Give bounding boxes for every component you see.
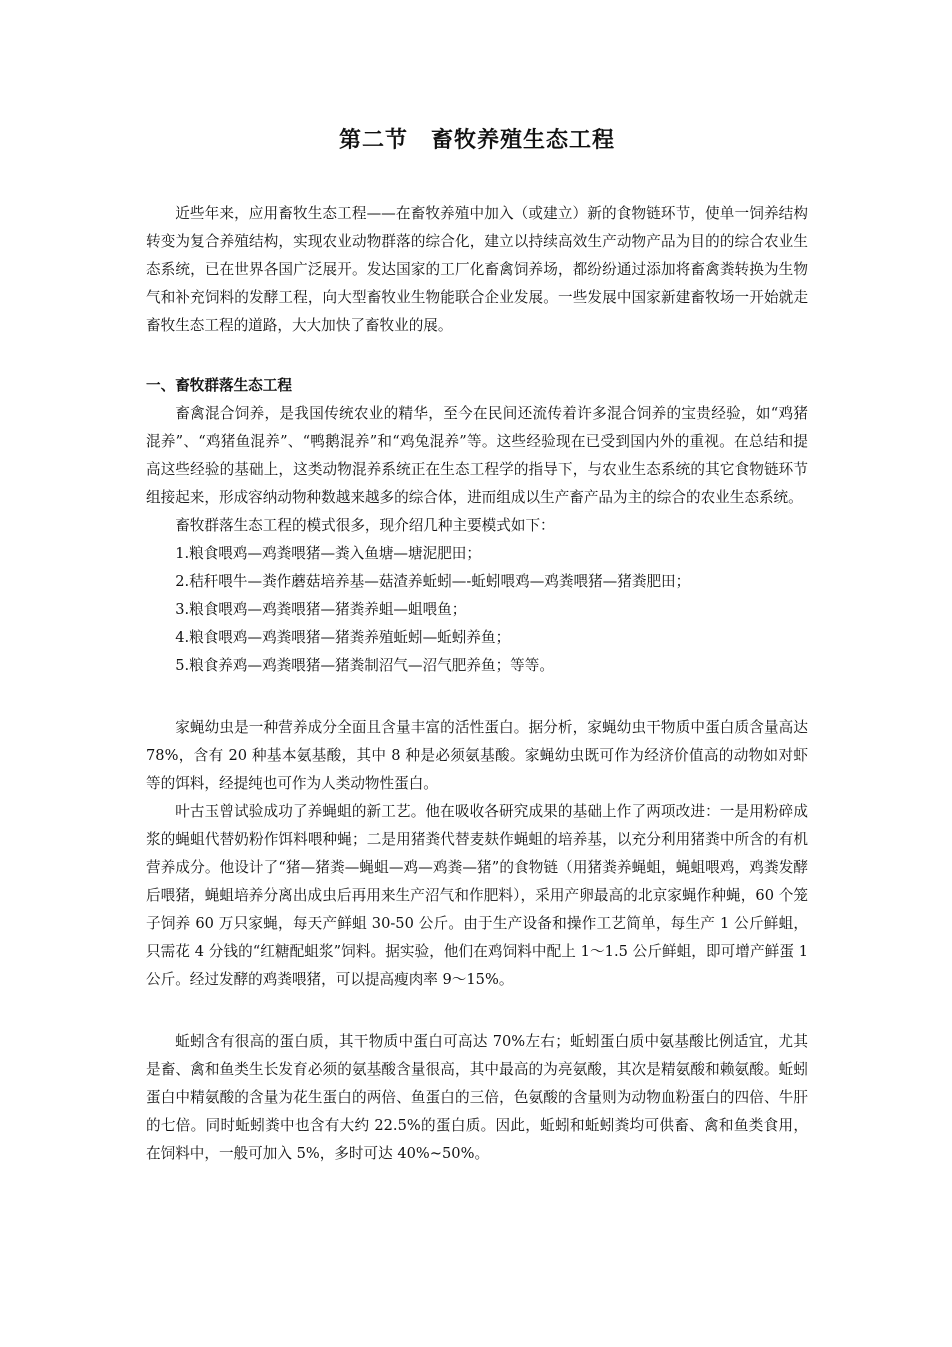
spacer [146,994,808,1028]
fly-paragraph-1: 家蝇幼虫是一种营养成分全面且含量丰富的活性蛋白。据分析，家蝇幼虫干物质中蛋白质含量高达 78%，含有 20 种基本氨基酸，其中 8 种是必须氨基酸。家蝇幼虫既可作为经济价值高的动物如对虾等的饵料，经提纯也可作为人类动物性蛋白。 [146,719,808,792]
list-item: 5.粮食养鸡—鸡粪喂猪—猪粪制沼气—沼气肥养鱼；等等。 [175,657,554,674]
spacer [146,340,808,372]
list-item: 3.粮食喂鸡—鸡粪喂猪—猪粪养蛆—蛆喂鱼； [175,601,467,618]
document-page [146,120,808,1168]
list-item: 1.粮食喂鸡—鸡粪喂猪—粪入鱼塘—塘泥肥田； [175,545,481,562]
list-item: 4.粮食喂鸡—鸡粪喂猪—猪粪养殖蚯蚓—蚯蚓养鱼； [175,629,511,646]
earthworm-paragraph: 蚯蚓含有很高的蛋白质，其干物质中蛋白可高达 70%左右；蚯蚓蛋白质中氨基酸比例适宜，尤其是畜、禽和鱼类生长发育必须的氨基酸含量很高，其中最高的为亮氨酸，其次是精氨酸和赖氨酸。蚯蚓蛋白中精氨酸的含量为花生蛋白的两倍、鱼蛋白的三倍，色氨酸的含量则为动物血粉蛋白的四倍、牛肝的七倍。同时蚯蚓粪中也含有大约 22.5%的蛋白质。因此，蚯蚓和蚯蚓粪均可供畜、禽和鱼类食用，在饲料中，一般可加入 5%，多时可达 40%~50%。 [146,1033,808,1162]
spacer [146,680,808,714]
page-title: 第二节 畜牧养殖生态工程 [338,127,615,153]
intro-paragraph: 近些年来，应用畜牧生态工程——在畜牧养殖中加入（或建立）新的食物链环节，使单一饲养结构转变为复合养殖结构，实现农业动物群落的综合化，建立以持续高效生产动物产品为目的的综合农业生态系统，已在世界各国广泛展开。发达国家的工厂化畜禽饲养场，都纷纷通过添加将畜禽粪转换为生物气和补充饲料的发酵工程，向大型畜牧业生物能联合企业发展。一些发展中国家新建畜牧场一开始就走畜牧生态工程的道路，大大加快了畜牧业的展。 [146,205,808,334]
mode-list [146,540,808,680]
fly-paragraph-2: 叶古玉曾试验成功了养蝇蛆的新工艺。他在吸收各研究成果的基础上作了两项改进：一是用粉碎成浆的蝇蛆代替奶粉作饵料喂种蝇；二是用猪粪代替麦麸作蝇蛆的培养基，以充分利用猪粪中所含的有机营养成分。他设计了“猪—猪粪—蝇蛆—鸡—鸡粪—猪”的食物链（用猪粪养蝇蛆，蝇蛆喂鸡，鸡粪发酵后喂猪，蝇蛆培养分离出成虫后再用来生产沼气和作肥料），采用产卵最高的北京家蝇作种蝇，60 个笼子饲养 60 万只家蝇，每天产鲜蛆 30-50 公斤。由于生产设备和操作工艺简单，每生产 1 公斤鲜蛆，只需花 4 分钱的“红糖配蛆浆”饲料。据实验，他们在鸡饲料中配上 1～1.5 公斤鲜蛆，即可增产鲜蛋 1 公斤。经过发酵的鸡粪喂猪，可以提高瘦肉率 9～15%。 [146,803,808,988]
list-item: 2.秸秆喂牛—粪作蘑菇培养基—菇渣养蚯蚓—-蚯蚓喂鸡—鸡粪喂猪—猪粪肥田； [175,573,691,590]
section-heading: 一、畜牧群落生态工程 [146,377,292,394]
section-paragraph-2: 畜牧群落生态工程的模式很多，现介绍几种主要模式如下： [175,517,555,534]
section-paragraph-1: 畜禽混合饲养，是我国传统农业的精华，至今在民间还流传着许多混合饲养的宝贵经验，如“鸡猪混养”、“鸡猪鱼混养”、“鸭鹅混养”和“鸡兔混养”等。这些经验现在已受到国内外的重视。在总结和提高这些经验的基础上，这类动物混养系统正在生态工程学的指导下，与农业生态系统的其它食物链环节组接起来，形成容纳动物种数越来越多的综合体，进而组成以生产畜产品为主的综合的农业生态系统。 [146,405,808,506]
